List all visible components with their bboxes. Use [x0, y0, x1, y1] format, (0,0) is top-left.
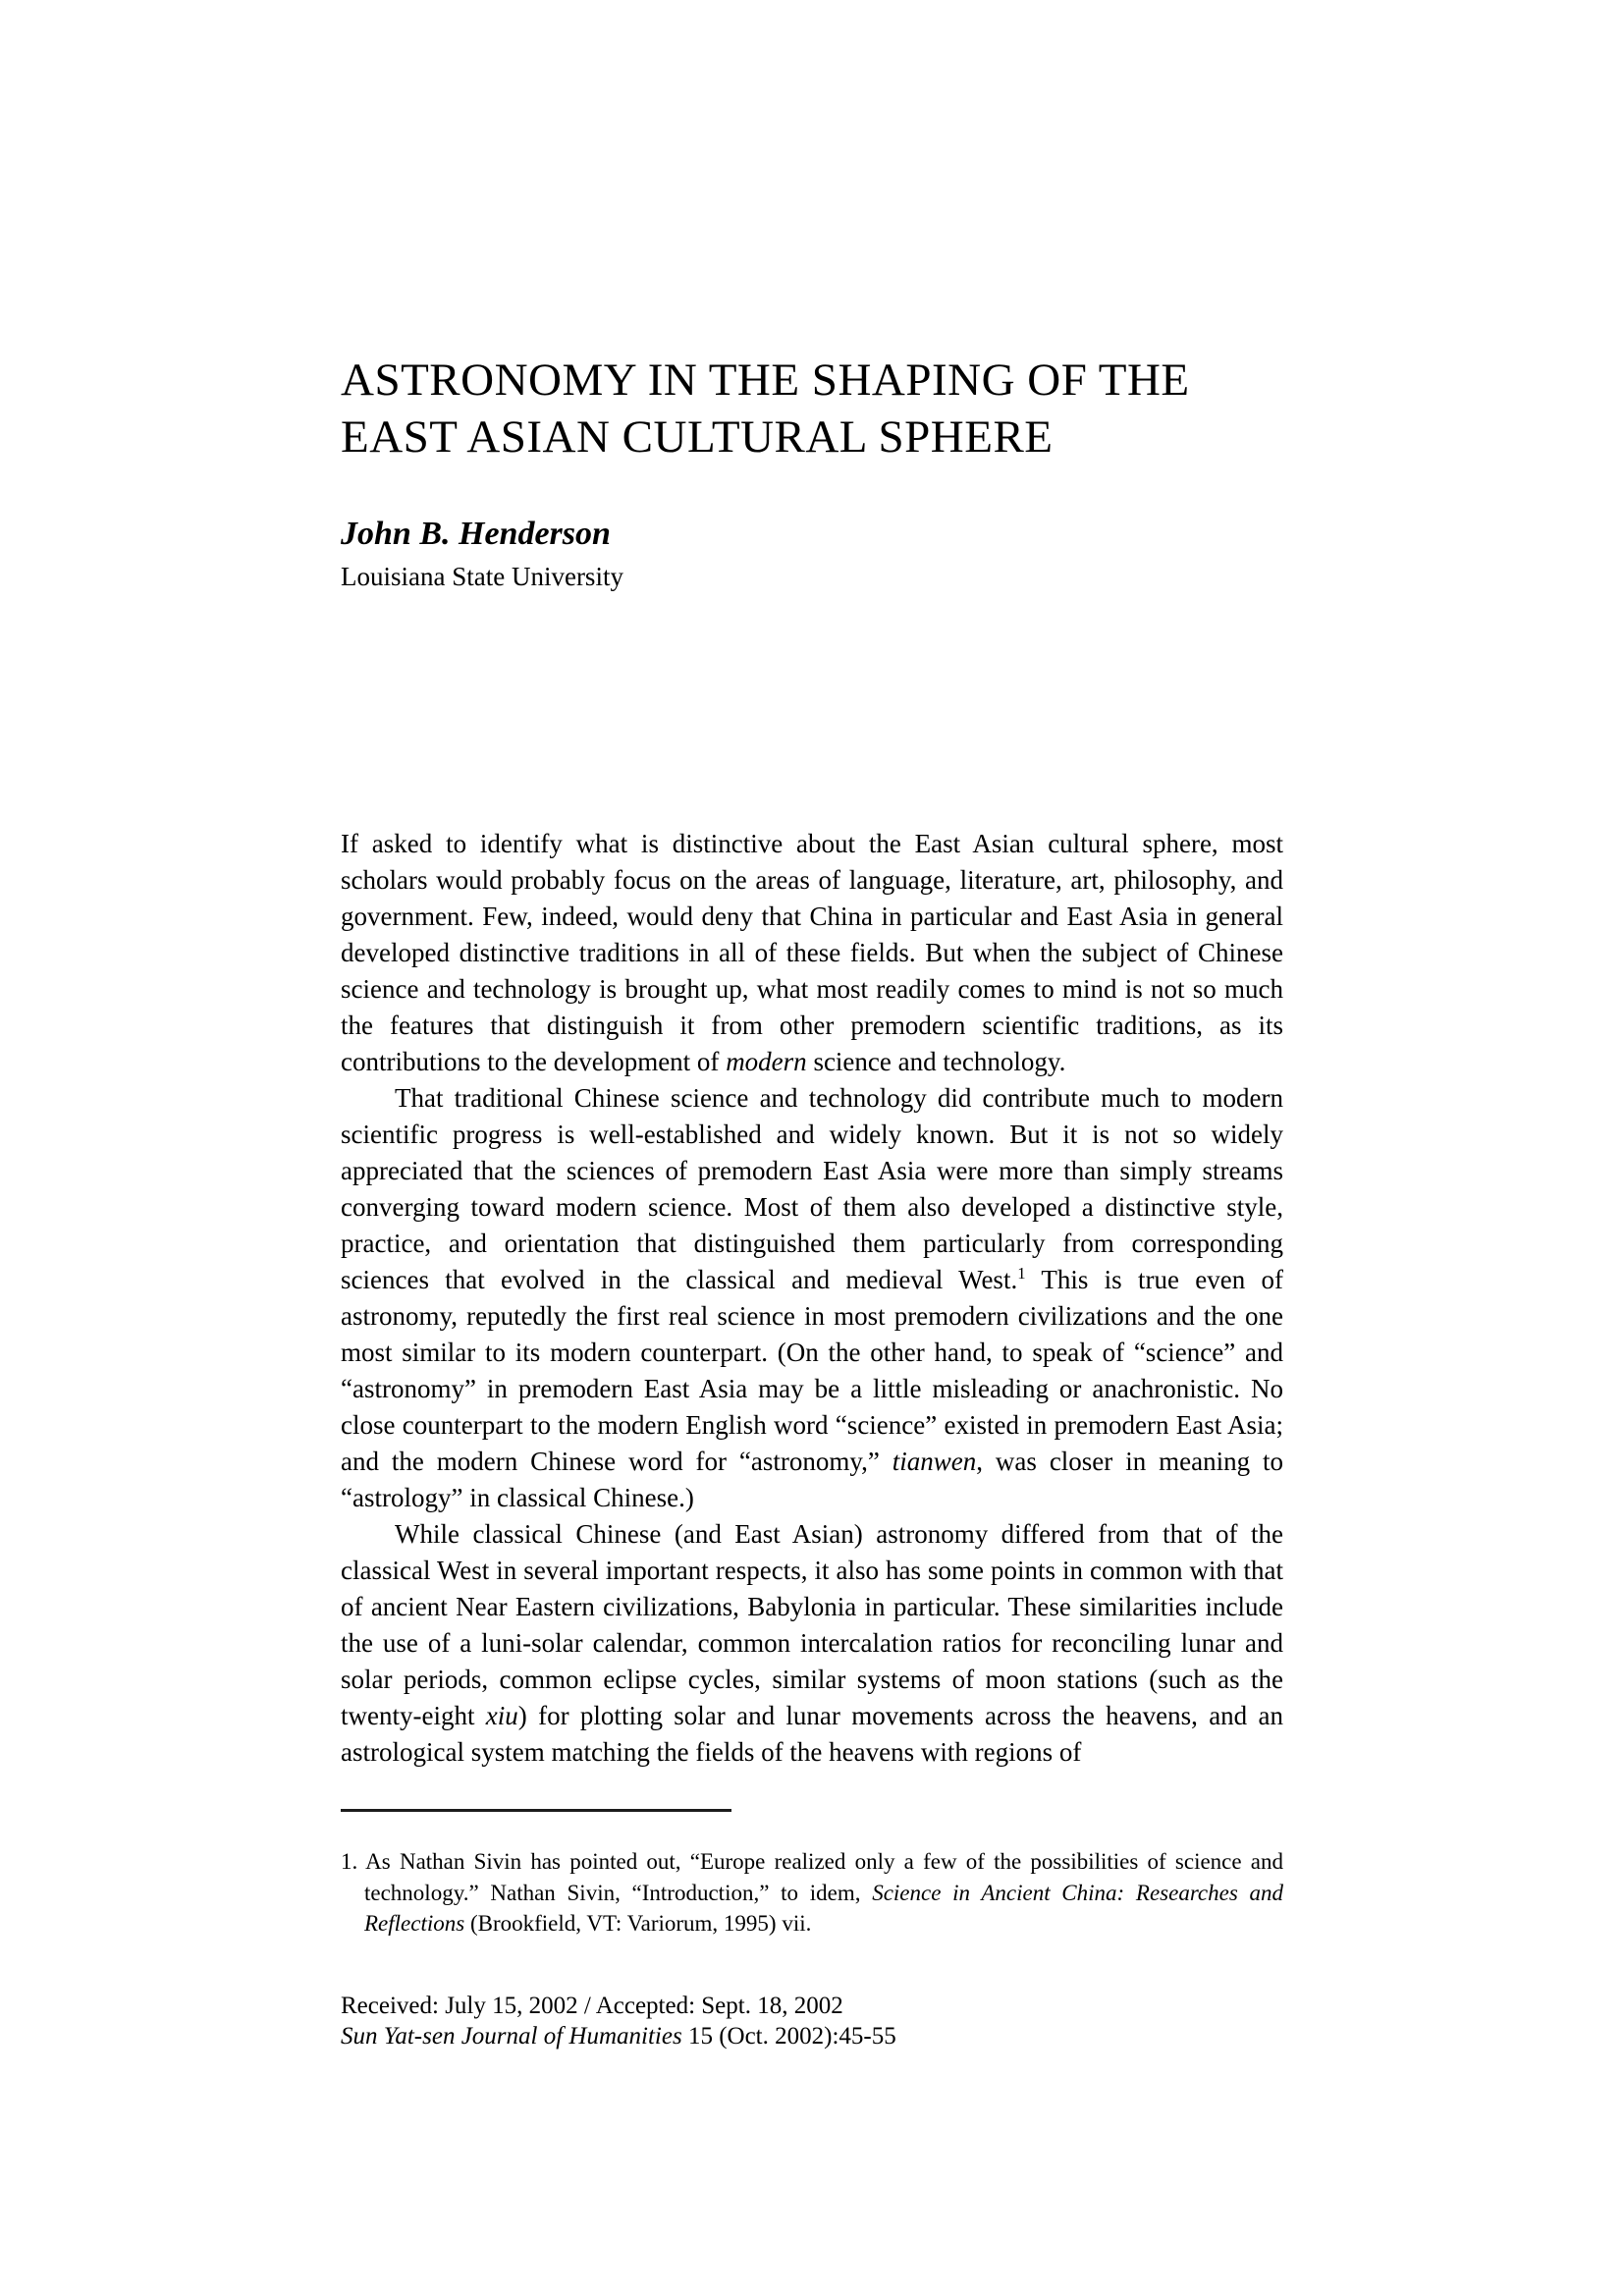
text-segment: 1 — [1017, 1264, 1026, 1283]
text-segment: 1. As Nathan Sivin has pointed out, “Europe realized only a few of the possibilities of science and technology.” Nathan Sivin, “Introduction,” to idem, — [341, 1849, 1283, 1905]
text-segment: While classical Chinese (and East Asian) astronomy differed from that of the classical West in several important respects, it also has some points in common with that of ancient Near Eastern civilizations, Babylonia in particular. These similarities include the use of a luni-solar calendar, common intercalation ratios for reconciling lunar and solar periods, common eclipse cycles, similar systems of moon stations (such as the twenty-eight — [341, 1519, 1283, 1730]
text-segment: tianwen — [892, 1447, 977, 1476]
footnote-separator-rule — [341, 1809, 731, 1812]
text-segment: , was closer in meaning to “astrology” in classical Chinese.) — [341, 1447, 1283, 1512]
journal-citation-line — [341, 2021, 1283, 2051]
text-segment: ) for plotting solar and lunar movements across the heavens, and an astrological system matching the fields of the heavens with regions of — [341, 1701, 1283, 1767]
text-segment: Sun Yat-sen Journal of Humanities — [341, 2023, 682, 2050]
author-affiliation: Louisiana State University — [341, 562, 623, 591]
paper-title-line1: ASTRONOMY IN THE SHAPING OF THE — [341, 355, 1190, 406]
footnote-1 — [341, 1846, 1283, 1940]
text-segment: This is true even of astronomy, reputedly the first real science in most premodern civilizations and the one most similar to its modern counterpart. (On the other hand, to speak of “science” and “astronomy” in premodern East Asia may be a little misleading or anachronistic. No close counterpart to the modern English word “science” existed in premodern East Asia; and the modern Chinese word for “astronomy,” — [341, 1265, 1283, 1476]
text-segment: science and technology. — [806, 1047, 1066, 1076]
paper-title — [341, 352, 1313, 465]
text-segment: xiu — [485, 1701, 518, 1730]
body-text — [341, 826, 1283, 1771]
received-accepted-line: Received: July 15, 2002 / Accepted: Sept. 18, 2002 — [341, 1993, 843, 2019]
paragraph-3 — [341, 1516, 1283, 1771]
text-segment: If asked to identify what is distinctive about the East Asian cultural sphere, most scholars would probably focus on the areas of language, literature, art, philosophy, and government. Few, indeed, would deny that China in particular and East Asia in general developed distinctive traditions in all of these fields. But when the subject of Chinese science and technology is brought up, what most readily comes to mind is not so much the features that distinguish it from other premodern scientific traditions, as its contributions to the development of — [341, 829, 1283, 1076]
text-segment: Science in Ancient China: Researches and Reflections — [364, 1880, 1284, 1936]
text-segment: 15 (Oct. 2002):45-55 — [681, 2023, 896, 2050]
paragraph-2 — [341, 1080, 1283, 1516]
text-segment: modern — [726, 1047, 807, 1076]
paragraph-1 — [341, 826, 1283, 1080]
author-name: John B. Henderson — [341, 516, 611, 552]
text-segment: That traditional Chinese science and technology did contribute much to modern scientific progress is well-established and widely known. But it is not so widely appreciated that the sciences of premodern East Asia were more than simply streams converging toward modern science. Most of them also developed a distinctive style, practice, and orientation that distinguished them particularly from corresponding sciences that evolved in the classical and medieval West. — [341, 1083, 1283, 1294]
paper-title-line2: EAST ASIAN CULTURAL SPHERE — [341, 411, 1054, 463]
footer-block — [341, 1991, 1283, 2051]
text-segment: (Brookfield, VT: Variorum, 1995) vii. — [464, 1911, 812, 1936]
